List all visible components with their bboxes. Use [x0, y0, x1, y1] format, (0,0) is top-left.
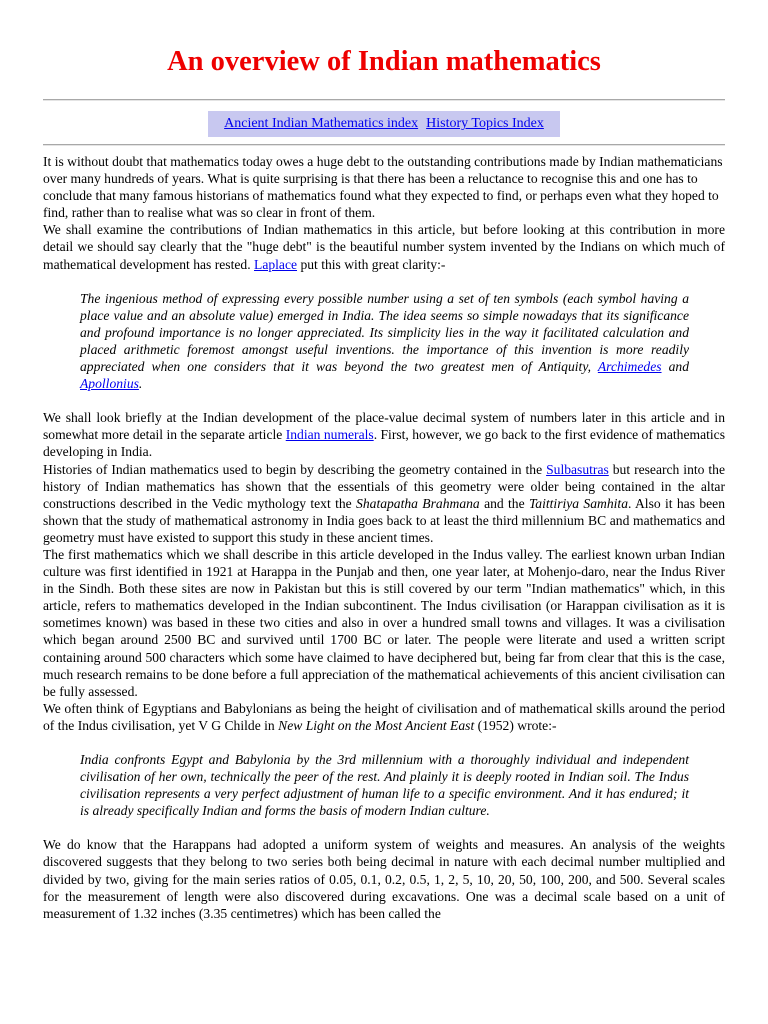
paragraph-childe — [43, 700, 725, 734]
top-divider — [43, 99, 725, 101]
nav-divider — [43, 144, 725, 146]
apollonius-link[interactable]: Apollonius — [80, 376, 139, 392]
laplace-link[interactable]: Laplace — [254, 256, 298, 272]
paragraph-text: . Also it has been shown that the study of mathematical astronomy in India goes back to at least the third millennium BC and mathematics and geometry must have existed to support this study in these ancient times. — [43, 495, 726, 545]
nav-bar — [208, 111, 560, 137]
history-topics-index-link[interactable]: History Topics Index — [426, 116, 544, 132]
childe-quote: India confronts Egypt and Babylonia by the 3rd millennium with a thoroughly individual and independent civilisation of her own, technically the peer of the rest. And plainly it is deeply rooted in Indian soil. The Indus civilisation represents a very perfect adjustment of human life to a specific environment. And it has endured; it is already specifically Indian and forms the basis of modern Indian culture. — [80, 752, 689, 819]
paragraph-histories — [43, 461, 725, 546]
ancient-indian-mathematics-index-link[interactable]: Ancient Indian Mathematics index — [224, 116, 419, 132]
quote-text: The ingenious method of expressing every possible number using a set of ten symbols (each symbol having a place value and an absolute value) emerged in India. The idea seems so simple nowadays that its significance and profound importance is no longer appreciated. Its simplicity lies in the way it facilitated calculation and placed arithmetic foremost amongst useful inventions. the importance of this invention is more readily appreciated when one considers that it was beyond the two greatest men of Antiquity, — [80, 290, 689, 375]
paragraph-text: Histories of Indian mathematics used to begin by describing the geometry contained in the — [43, 461, 543, 477]
page-title: An overview of Indian mathematics — [167, 46, 601, 77]
paragraph-text: (1952) wrote:- — [477, 717, 557, 733]
article-body — [43, 153, 725, 922]
paragraph-weights: We do know that the Harappans had adopted a uniform system of weights and measures. An analysis of the weights discovered suggests that they belong to two series both being decimal in nature with each decimal number multiplied and divided by two, giving for the main series ratios of 0.05, 0.1, 0.2, 0.5, 1, 2, 5, 10, 20, 50, 100, 200, and 500. Several scales for the measurement of length were also discovered during excavations. One was a decimal scale based on a unit of measurement of 1.32 inches (3.35 centimetres) which has been called the — [43, 837, 725, 921]
paragraph-text: put this with great clarity:- — [300, 256, 446, 272]
sulbasutras-link[interactable]: Sulbasutras — [546, 461, 609, 477]
paragraph-huge-debt — [43, 221, 725, 272]
paragraph-intro: It is without doubt that mathematics today owes a huge debt to the outstanding contributions made by Indian mathematicians over many hundreds of years. What is quite surprising is that there has been a reluctance to recognise this and one has to conclude that many famous historians of mathematics found what they expected to find, or perhaps even what they hoped to find, rather than to realise what was so clear in front of them. — [43, 154, 723, 221]
paragraph-text: We shall examine the contributions of Indian mathematics in this article, but before looking at this contribution in more detail we should say clearly that the "huge debt" is the beautiful number system invented by the Indians on which much of mathematical development has rested. — [43, 222, 725, 272]
taittiriya-samhita-title: Taittiriya Samhita — [528, 495, 628, 511]
laplace-quote — [80, 290, 689, 393]
paragraph-text: . First, however, we go back to the first evidence of mathematics developing in India. — [43, 427, 725, 460]
quote-text: . — [138, 376, 143, 392]
paragraph-text: but research into the history of Indian mathematics has shown that the essentials of this geometry were older being contained in the altar constructions described in the Vedic mythology text the — [43, 461, 726, 511]
book-title: New Light on the Most Ancient East — [278, 717, 475, 733]
archimedes-link[interactable]: Archimedes — [597, 359, 662, 375]
paragraph-text: We shall look briefly at the Indian development of the place-value decimal system of numbers later in this article and in somewhat more detail in the separate article — [43, 410, 725, 443]
shatapatha-brahmana-title: Shatapatha Brahmana — [356, 495, 480, 511]
quote-text: and — [668, 359, 690, 375]
paragraph-text: and the — [484, 495, 525, 511]
paragraph-text: We often think of Egyptians and Babylonians as being the height of civilisation and of mathematical skills around the period of the Indus civilisation, yet V G Childe in — [43, 700, 725, 733]
paragraph-indus-valley: The first mathematics which we shall describe in this article developed in the Indus valley. The earliest known urban Indian culture was first identified in 1921 at Harappa in the Punjab and then, one year later, at Mohenjo-daro, near the Indus River in the Sindh. Both these sites are now in Pakistan but this is still covered by our term "Indian mathematics" which, in this article, refers to mathematics developed in the Indian subcontinent. The Indus civilisation (or Harappan civilisation as it is sometimes known) was based in these two cities and also in over a hundred small towns and villages. It was a civilisation which began around 2500 BC and survived until 1700 BC or later. The people were literate and used a written script containing around 500 characters which some have claimed to have deciphered but, being far from clear that this is the case, much research remains to be done before a full appreciation of the mathematical achievements of this ancient civilisation can be fully assessed. — [43, 546, 725, 699]
paragraph-place-value — [43, 409, 725, 460]
indian-numerals-link[interactable]: Indian numerals — [285, 427, 374, 443]
